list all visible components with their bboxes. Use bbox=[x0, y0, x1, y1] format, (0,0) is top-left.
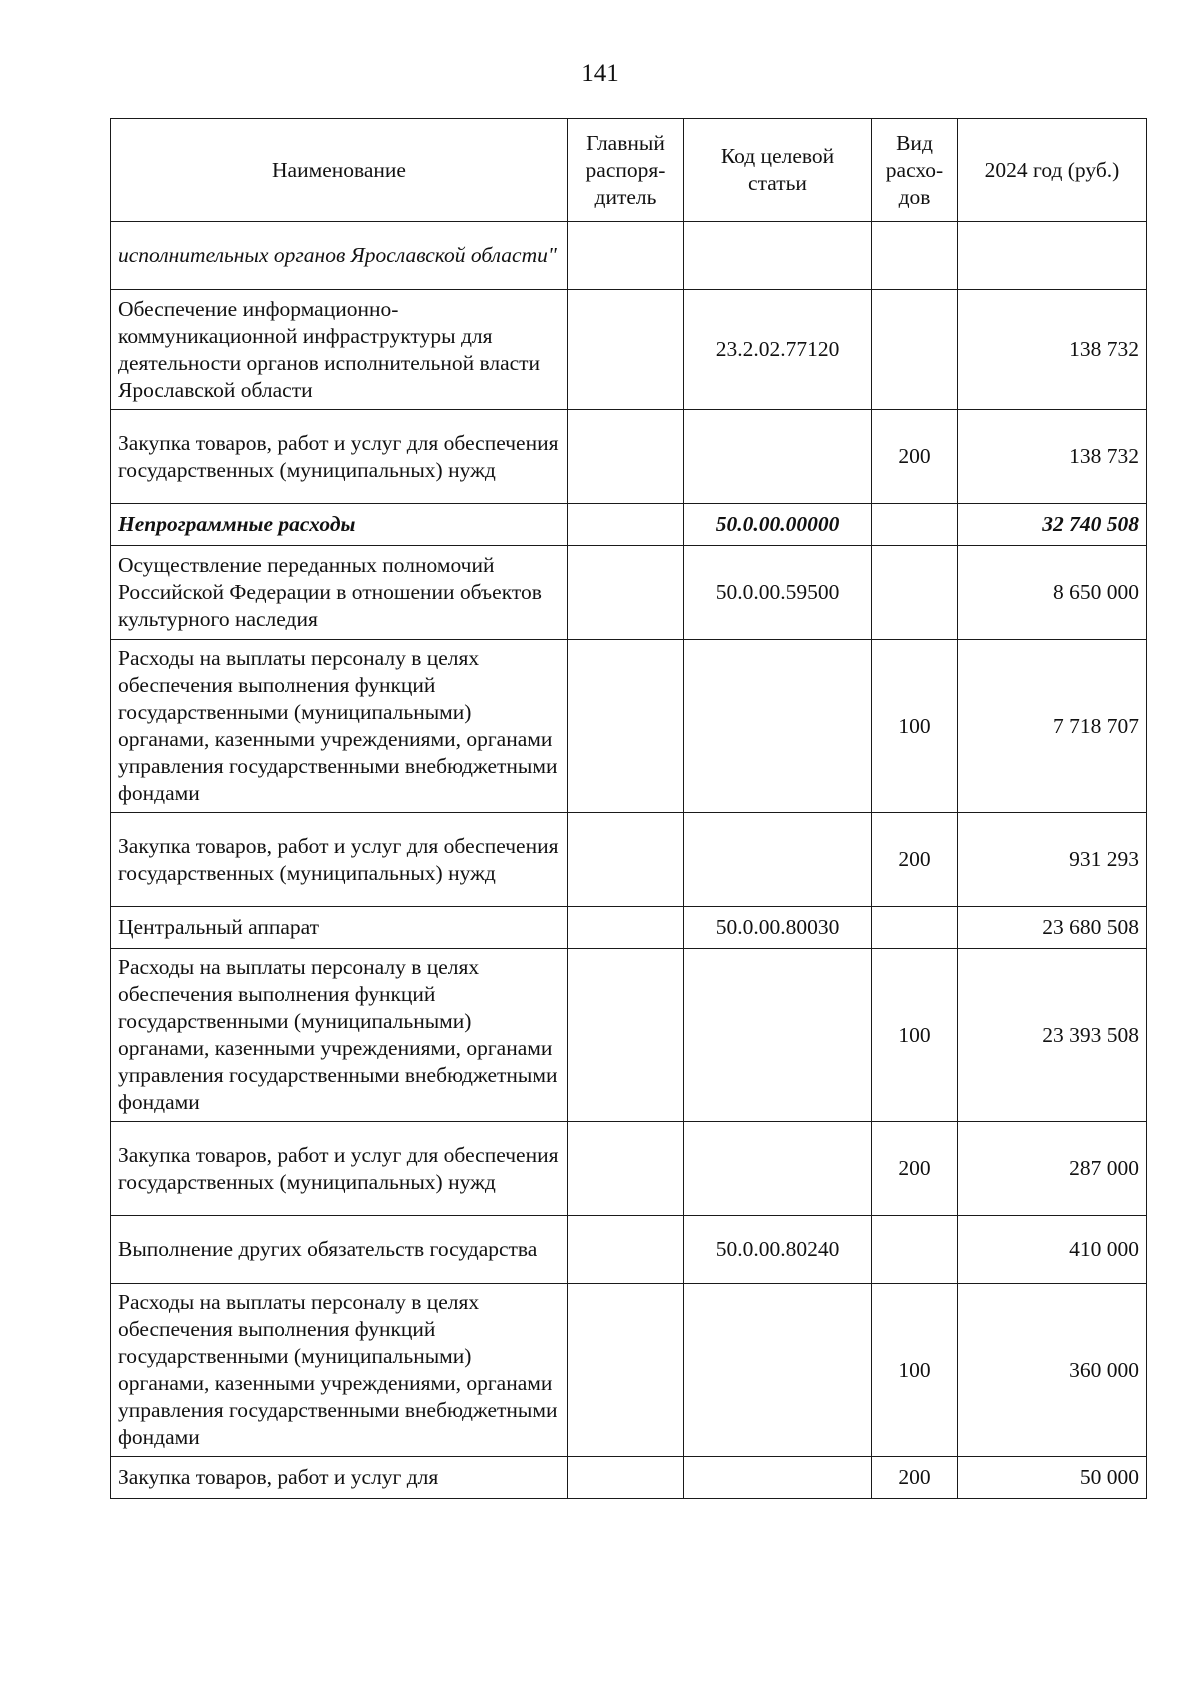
row-expense-type: 100 bbox=[872, 640, 958, 813]
row-main-manager bbox=[568, 222, 684, 290]
row-name: Расходы на выплаты персоналу в целях обеспечения выполнения функций государственными (муниципальными) органами, казенными учреждениями, органами управления государственными внебюджетными фондами bbox=[111, 949, 568, 1122]
row-target-code: 50.0.00.80240 bbox=[684, 1216, 872, 1284]
row-main-manager bbox=[568, 813, 684, 907]
table-row bbox=[111, 504, 1147, 546]
row-expense-type: 200 bbox=[872, 1122, 958, 1216]
table-row bbox=[111, 546, 1147, 640]
row-target-code: 50.0.00.59500 bbox=[684, 546, 872, 640]
row-name: Расходы на выплаты персоналу в целях обеспечения выполнения функций государственными (муниципальными) органами, казенными учреждениями, органами управления государственными внебюджетными фондами bbox=[111, 640, 568, 813]
row-expense-type: 200 bbox=[872, 410, 958, 504]
row-sum: 7 718 707 bbox=[958, 640, 1147, 813]
table-row bbox=[111, 813, 1147, 907]
row-expense-type bbox=[872, 1216, 958, 1284]
row-target-code bbox=[684, 222, 872, 290]
row-sum: 410 000 bbox=[958, 1216, 1147, 1284]
row-name: исполнительных органов Ярославской области" bbox=[111, 222, 568, 290]
table-row bbox=[111, 907, 1147, 949]
table-row bbox=[111, 1216, 1147, 1284]
row-target-code bbox=[684, 410, 872, 504]
budget-table bbox=[110, 118, 1147, 1499]
row-sum: 8 650 000 bbox=[958, 546, 1147, 640]
row-expense-type bbox=[872, 290, 958, 410]
row-name: Непрограммные расходы bbox=[111, 504, 568, 546]
row-target-code bbox=[684, 640, 872, 813]
table-row bbox=[111, 949, 1147, 1122]
row-sum: 32 740 508 bbox=[958, 504, 1147, 546]
row-main-manager bbox=[568, 1284, 684, 1457]
header-name: Наименование bbox=[111, 119, 568, 222]
row-target-code bbox=[684, 813, 872, 907]
row-name: Закупка товаров, работ и услуг для bbox=[111, 1457, 568, 1499]
row-target-code bbox=[684, 1284, 872, 1457]
row-expense-type: 100 bbox=[872, 1284, 958, 1457]
row-target-code bbox=[684, 1122, 872, 1216]
row-target-code: 50.0.00.00000 bbox=[684, 504, 872, 546]
row-sum: 138 732 bbox=[958, 410, 1147, 504]
row-main-manager bbox=[568, 907, 684, 949]
row-name: Обеспечение информационно-коммуникационной инфраструктуры для деятельности органов исполнительной власти Ярославской области bbox=[111, 290, 568, 410]
row-name: Осуществление переданных полномочий Российской Федерации в отношении объектов культурного наследия bbox=[111, 546, 568, 640]
row-main-manager bbox=[568, 1122, 684, 1216]
row-main-manager bbox=[568, 1216, 684, 1284]
row-main-manager bbox=[568, 504, 684, 546]
row-sum: 287 000 bbox=[958, 1122, 1147, 1216]
row-target-code bbox=[684, 949, 872, 1122]
table-row bbox=[111, 1284, 1147, 1457]
row-name: Центральный аппарат bbox=[111, 907, 568, 949]
page-number: 141 bbox=[581, 60, 619, 87]
header-main-manager: Главный распоря-дитель bbox=[568, 119, 684, 222]
row-main-manager bbox=[568, 410, 684, 504]
row-target-code: 50.0.00.80030 bbox=[684, 907, 872, 949]
header-year-2024: 2024 год (руб.) bbox=[958, 119, 1147, 222]
row-name: Закупка товаров, работ и услуг для обеспечения государственных (муниципальных) нужд bbox=[111, 1122, 568, 1216]
header-expense-type: Вид расхо-дов bbox=[872, 119, 958, 222]
table-row bbox=[111, 640, 1147, 813]
row-sum: 23 680 508 bbox=[958, 907, 1147, 949]
row-main-manager bbox=[568, 949, 684, 1122]
row-name: Закупка товаров, работ и услуг для обеспечения государственных (муниципальных) нужд bbox=[111, 410, 568, 504]
row-sum: 138 732 bbox=[958, 290, 1147, 410]
row-expense-type bbox=[872, 504, 958, 546]
row-expense-type bbox=[872, 222, 958, 290]
row-name: Расходы на выплаты персоналу в целях обеспечения выполнения функций государственными (муниципальными) органами, казенными учреждениями, органами управления государственными внебюджетными фондами bbox=[111, 1284, 568, 1457]
row-target-code: 23.2.02.77120 bbox=[684, 290, 872, 410]
row-expense-type: 200 bbox=[872, 813, 958, 907]
table-row bbox=[111, 1457, 1147, 1499]
table-header-row bbox=[111, 119, 1147, 222]
row-sum: 50 000 bbox=[958, 1457, 1147, 1499]
row-expense-type bbox=[872, 546, 958, 640]
row-sum: 23 393 508 bbox=[958, 949, 1147, 1122]
row-sum: 360 000 bbox=[958, 1284, 1147, 1457]
table-row bbox=[111, 1122, 1147, 1216]
row-name: Закупка товаров, работ и услуг для обеспечения государственных (муниципальных) нужд bbox=[111, 813, 568, 907]
row-target-code bbox=[684, 1457, 872, 1499]
table-row bbox=[111, 222, 1147, 290]
row-name: Выполнение других обязательств государства bbox=[111, 1216, 568, 1284]
row-main-manager bbox=[568, 546, 684, 640]
row-expense-type: 200 bbox=[872, 1457, 958, 1499]
header-target-code: Код целевой статьи bbox=[684, 119, 872, 222]
row-main-manager bbox=[568, 640, 684, 813]
row-main-manager bbox=[568, 1457, 684, 1499]
row-main-manager bbox=[568, 290, 684, 410]
row-sum bbox=[958, 222, 1147, 290]
table-row bbox=[111, 410, 1147, 504]
row-expense-type bbox=[872, 907, 958, 949]
row-expense-type: 100 bbox=[872, 949, 958, 1122]
row-sum: 931 293 bbox=[958, 813, 1147, 907]
table-row bbox=[111, 290, 1147, 410]
